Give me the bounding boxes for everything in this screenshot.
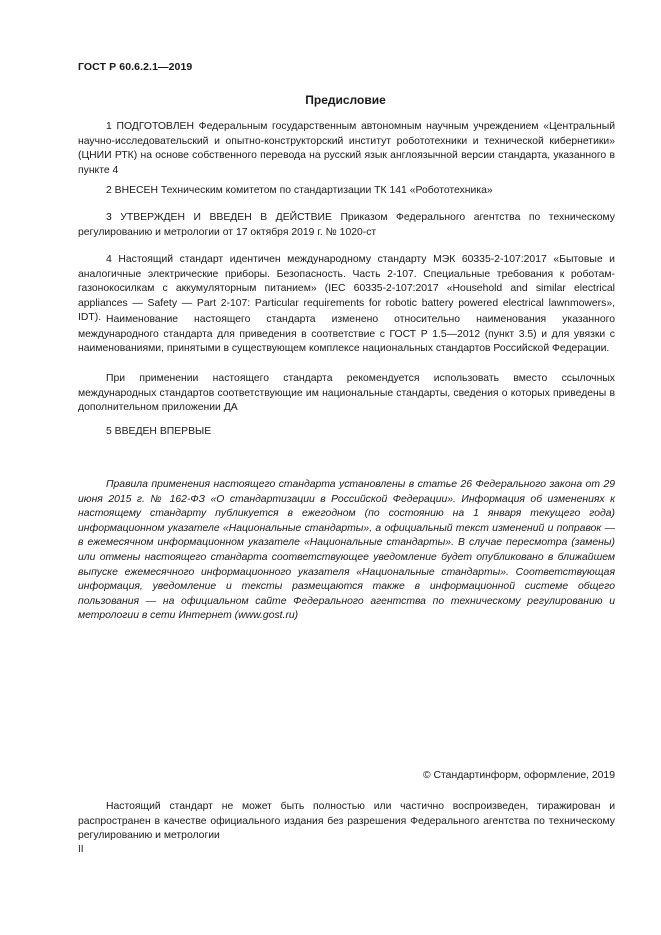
foreword-item-4-text: 4 Настоящий стандарт идентичен международному стандарту МЭК 60335-2-107:2017 «Бытовые и аналогичные электрические приборы. Безопасность. Часть 2-107. Специальные требования к роботам-газонокосилкам с аккумуляторным питанием» (IEC 60335-2-107:2017 «Household and similar electrical appliances — Safety — Part 2-107: Particular requirements for robotic battery powered electrical lawnmowers», IDT). — [78, 254, 615, 324]
page-title: Предисловие — [305, 93, 386, 107]
foreword-item-4-note-name-text: Наименование настоящего стандарта изменено относительно наименования указанного международного стандарта для приведения в соответствие с ГОСТ Р 1.5—2012 (пункт 3.5) и для увязки с наименованиями, принятыми в существующем комплексе национальных стандартов Российской Федерации. — [78, 314, 615, 355]
foreword-item-2-text: 2 ВНЕСЕН Техническим комитетом по стандартизации ТК 141 «Робототехника» — [106, 185, 493, 196]
foreword-item-4-note-usage-text: При применении настоящего стандарта рекомендуется использовать вместо ссылочных международных стандартов соответствующие им национальные стандарты, сведения о которых приведены в дополнительном приложении ДА — [78, 373, 615, 414]
foreword-item-1-text: 1 ПОДГОТОВЛЕН Федеральным государственным автономным научным учреждением «Центральный научно-исследовательский и опытно-конструкторский институт робототехники и технической кибернетики» (ЦНИИ РТК) на основе собственного перевода на русский язык англоязычной версии стандарта, указанного в пункте 4 — [78, 121, 615, 176]
standard-code: ГОСТ Р 60.6.2.1—2019 — [78, 61, 193, 73]
foreword-item-3-text: 3 УТВЕРЖДЕН И ВВЕДЕН В ДЕЙСТВИЕ Приказом Федерального агентства по техническому регулированию и метрологии от 17 октября 2019 г. № 1020-ст — [78, 212, 615, 238]
legal-notice-text: Правила применения настоящего стандарта установлены в статье 26 Федерального закона от 29 июня 2015 г. № 162-ФЗ «О стандартизации в Российской Федерации». Информация об изменениях к настоящему стандарту публикуется в ежегодном (по состоянию на 1 января текущего года) информационном указателе «Национальные стандарты», а официальный текст изменений и поправок — в ежемесячном информационном указателе «Национальные стандарты». В случае пересмотра (замены) или отмены настоящего стандарта соответствующее уведомление будет опубликовано в ближайшем выпуске ежемесячного информационного указателя «Национальные стандарты». Соответствующая информация, уведомление и тексты размещаются также в информационной системе общего пользования — на официальном сайте Федерального агентства по техническому регулированию и метрологии в сети Интернет (www.gost.ru) — [78, 479, 615, 622]
foreword-item-2 — [78, 184, 615, 199]
foreword-item-3 — [78, 211, 615, 240]
copyright: © Стандартинформ, оформление, 2019 — [422, 770, 615, 781]
foreword-item-5-text: 5 ВВЕДЕН ВПЕРВЫЕ — [106, 426, 212, 437]
reproduction-notice — [78, 800, 615, 844]
reproduction-notice-text: Настоящий стандарт не может быть полностью или частично воспроизведен, тиражирован и распространен в качестве официального издания без разрешения Федерального агентства по техническому регулированию и метрологии — [78, 801, 615, 842]
foreword-item-4-note-name — [78, 313, 615, 357]
foreword-item-1 — [78, 120, 615, 178]
foreword-item-5 — [78, 425, 615, 440]
page-number: II — [78, 844, 84, 855]
foreword-item-4-note-usage — [78, 372, 615, 416]
legal-notice — [78, 478, 615, 624]
